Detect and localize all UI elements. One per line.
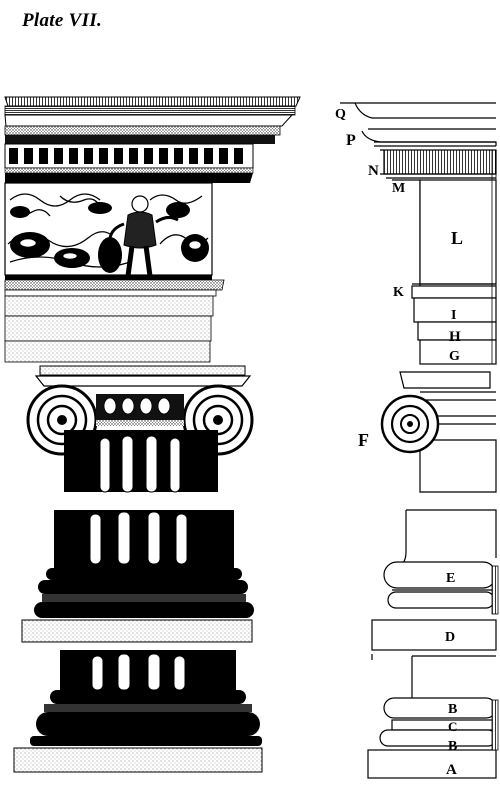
left-entablature xyxy=(5,97,300,362)
label-e: E xyxy=(446,571,456,586)
label-m: M xyxy=(392,181,406,196)
left-shaft-top xyxy=(64,430,218,492)
left-shaft-lower xyxy=(22,510,254,642)
label-g: G xyxy=(449,349,460,364)
right-volute-profile xyxy=(382,396,438,452)
plate-title: Plate VII. xyxy=(22,10,103,31)
label-l: L xyxy=(451,228,464,248)
label-c: C xyxy=(448,719,458,734)
label-d: D xyxy=(445,630,456,645)
label-q: Q xyxy=(335,107,346,122)
right-base-profile xyxy=(368,510,498,778)
label-h: H xyxy=(449,329,461,345)
label-i: I xyxy=(451,308,457,323)
label-a: A xyxy=(446,762,457,778)
label-n: N xyxy=(368,163,379,179)
label-f: F xyxy=(358,430,369,450)
left-base xyxy=(14,650,262,772)
label-k: K xyxy=(393,285,404,300)
label-b-lower: B xyxy=(448,739,458,754)
label-b-upper: B xyxy=(448,702,458,717)
label-p: P xyxy=(346,132,356,149)
